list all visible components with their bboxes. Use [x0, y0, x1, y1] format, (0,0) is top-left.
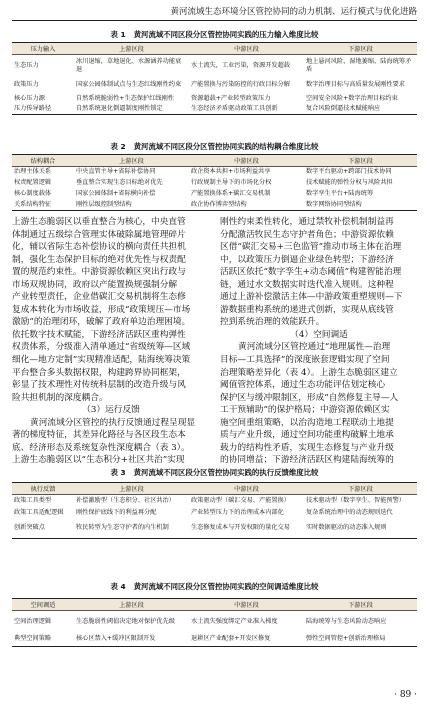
body-line: 上游生态脆弱区以“生态积分+社区共治”实现 [12, 455, 185, 466]
table-row [12, 167, 417, 178]
body-line: 权责体系，分级准入清单通过“省级统筹—区域 [12, 342, 191, 353]
table-cell: 政企资本共担+市场利益共享 [191, 168, 271, 176]
table3-caption [12, 468, 417, 478]
table-cell: 数字平台驱动+跨部门技术协同 [306, 168, 392, 176]
body-line: 化，辅以省际生态补偿协议的横向责任共担机 [12, 242, 186, 253]
table2-title: 黄河流域不同区段分区管控协同实践的结构耦合维度比较 [133, 142, 319, 151]
table-cell: 中央直管主导+省际补偿协同 [76, 168, 156, 176]
body-line: 载力的结构性矛盾，实现生态修复与产业升级 [220, 442, 394, 453]
table-cell: 压力传导路径 [12, 104, 74, 115]
body-line: 中，以政策压力倒逼企业绿色转型；下游经济 [220, 254, 394, 265]
table-cell: 空间治理逻辑 [14, 617, 52, 625]
table-cell: 国家公园体制试点与生态红线刚性约束 [76, 81, 182, 88]
table-cell: 治理主体关系 [14, 168, 52, 176]
body-line: 著的梯度特征，其差异化路径与各区段生态本 [12, 430, 186, 441]
body-line: 游数据重构系统的递进式创新，实现从底线管 [220, 304, 394, 315]
body-line: 底、经济形态及系统复杂性深度耦合（表 3）。 [12, 442, 190, 453]
body-line: 险共担机制的深度耦合。 [12, 392, 108, 403]
body-line: 体制通过五级综合管理实体破除属地管理碎片 [12, 229, 186, 240]
table1-col-header: 中游区段 [189, 43, 304, 55]
table-row [12, 507, 417, 519]
table-row [12, 611, 417, 633]
body-line: 黄河流域分区管控通过“地理属性—治理 [238, 342, 391, 353]
table4-header-row [12, 599, 417, 611]
table3-col-header: 中游区段 [189, 483, 304, 495]
table-cell: 权责配置逻辑 [14, 179, 52, 186]
body-line: 黄河流域分区管控的执行反馈通过程呈现显 [30, 417, 196, 428]
table2-number: 表 2 [110, 142, 126, 151]
table-cell: 牧民转型为生态守护者的内生机制 [74, 519, 189, 539]
table3-title: 黄河流域不同区段分区管控协同实践的执行反馈维度比较 [133, 468, 319, 477]
table4-number: 表 4 [110, 582, 126, 591]
body-line: 依托数字技术赋能，下游经济活跃区重构弹性 [12, 329, 186, 340]
body-line: 质与产业升级，通过空间功能重构破解土地承 [220, 430, 394, 441]
table-cell: 数字孪生平台+陆海统筹 [306, 190, 374, 197]
body-left-column [12, 216, 210, 467]
body-line: 工干预辅助”的保护格局；中游资源依赖区实 [220, 405, 390, 416]
table-cell: 国家公园体制+省际横向补偿 [76, 190, 156, 197]
table-cell: 数字网络协同型结构 [304, 200, 417, 211]
table3-header-row [12, 483, 417, 495]
table-cell: 关系结构特征 [12, 200, 74, 211]
running-header: 黄河流域生态环境分区管控协同的动力机制、运行模式与优化进路 [12, 4, 417, 21]
table-cell: 产能置换体系+碳汇交易机制 [191, 190, 271, 197]
body-line: 激励”的治理闭环，破解了政府单边治理困境。 [12, 317, 191, 328]
body-line: 刚性约束柔性转化，通过禁牧补偿机制制益再 [220, 217, 394, 227]
table-cell: 生态脆弱性阈值决定地对保护优先级 [76, 617, 175, 625]
table1 [12, 42, 417, 115]
table-cell: 刚性层级控制型结构 [74, 200, 189, 211]
body-line: 保护区与缓冲限制区，形成“自然修复主导—人 [220, 392, 399, 403]
body-line: 彰显了技术理性对传统科层制的改造升级与风 [12, 380, 186, 391]
body-line: 置的规范约束性。中游资源依赖区突出行政与 [12, 267, 186, 278]
table-cell: 自然系统脆弱性+生态保护红线刚性 [76, 94, 174, 102]
body-line: 活跃区依托“数字孪生+动态阈值”构建智能治理 [220, 267, 402, 278]
table3-col-header: 执行反馈 [12, 483, 74, 495]
table-cell: 补偿激励型（生态积分、社区共治） [76, 496, 175, 504]
body-line: 阈值管控体系，通过生态功能评估划定核心 [220, 380, 386, 391]
table-cell: 复合风险倒逼技术赋能响应 [304, 104, 417, 115]
section-heading: （4）空间调适 [290, 329, 348, 340]
table-cell: 数字治理目标与高质量发展刚性要求 [306, 81, 405, 88]
section-heading: （3）运行反馈 [82, 405, 140, 416]
table4-col-header: 上游区段 [74, 599, 189, 611]
table-row [12, 55, 417, 77]
table-cell: 水土流失强度绑定产业准入梯度 [191, 617, 278, 625]
table-cell: 政策压力 [14, 81, 39, 88]
table4-col-header: 空间调适 [12, 599, 74, 611]
body-line: 上游生态脆弱区以垂直整合为核心，中央直管 [12, 217, 186, 227]
table-cell: 复杂系统治理中的动态规则迭代 [306, 508, 393, 516]
table1-caption [12, 30, 417, 40]
table4-col-header: 下游区段 [304, 599, 417, 611]
table-row [12, 189, 417, 200]
table-row [12, 94, 417, 104]
table3-number: 表 3 [110, 468, 126, 477]
table-cell: 政策工具适配逻辑 [14, 508, 64, 516]
body-line: 分配激活牧民生态守护者角色；中游资源依赖 [220, 229, 394, 240]
table-row [12, 495, 417, 507]
table4-title: 黄河流域不同区段分区管控协同实践的空间调适维度比较 [133, 582, 319, 591]
table-row [12, 519, 417, 539]
table-cell: 刚性保护底线下的利益再分配 [76, 508, 157, 516]
table-cell: 生态经济矛盾驱动政策工具创新 [189, 104, 304, 115]
table4-caption [12, 582, 417, 592]
table2 [12, 154, 417, 211]
table-row [12, 178, 417, 189]
body-line: 区借“碳汇交易+三色监管”推动市场主体在治理 [220, 242, 402, 253]
table-cell: 水土流失，工业污染，资源开发超载 [191, 61, 290, 69]
table-cell: 创新突破点 [12, 519, 74, 539]
body-line: 链，通过水文数据实时迭代准入规则。这种程 [220, 279, 394, 290]
body-line: 目标—工具选择”的深度嵌套逻辑实现了空间 [220, 355, 390, 366]
body-line: 控到系统治理的效能跃升。 [220, 317, 325, 328]
table-cell: 典型空间策略 [12, 633, 74, 647]
table1-col-header: 下游区段 [304, 43, 417, 55]
table2-caption [12, 142, 417, 152]
table3-col-header: 上游区段 [74, 483, 189, 495]
body-line: 制，强化生态保护目标的绝对优先性与权责配 [12, 254, 186, 265]
table-cell: 实时数据驱动的动态准入规则 [304, 519, 417, 539]
table2-col-header: 结构耦合 [12, 155, 74, 167]
table-cell: 冰川退缩，草地退化、水源涵养功能衰退 [76, 57, 182, 73]
table-cell: 地上悬河风险，湿地萎缩，陆海统筹矛盾 [306, 57, 412, 73]
body-line: 的协同增益；下游经济活跃区构建陆海统筹的 [220, 455, 394, 466]
body-line: 施空间重组策略，以治沟造地工程联动土地提 [220, 417, 394, 428]
table-cell: 退耕区产业配套+开发区修复 [189, 633, 304, 647]
table-cell: 核心制度载体 [14, 190, 52, 197]
table4 [12, 598, 417, 647]
table-cell: 核心压力源 [14, 94, 45, 102]
table-cell: 自然系统退化倒逼制度刚性锁定 [74, 104, 189, 115]
table3-col-header: 下游区段 [304, 483, 417, 495]
table-cell: 生态压力 [14, 61, 39, 69]
table1-col-header: 上游区段 [74, 43, 189, 55]
table1-number: 表 1 [110, 30, 126, 39]
table-row [12, 633, 417, 647]
body-line: 通过上游补偿激活主体—中游政策重塑规则—下 [220, 292, 403, 303]
table-cell: 弹性空间管控+创新治理格局 [304, 633, 417, 647]
table-cell: 技术驱动型（数字孪生、智能预警） [306, 496, 405, 504]
table2-col-header: 上游区段 [74, 155, 189, 167]
body-right-column [220, 216, 418, 467]
table-cell: 空间安全风险+数字治理目标约束 [306, 94, 398, 102]
table-cell: 技术赋能的弹性分权与风险共担 [306, 179, 393, 186]
table2-header-row [12, 155, 417, 167]
table-cell: 核心区禁入+缓冲区限制开发 [74, 633, 189, 647]
table-cell: 产业转型压力下的治理成本内部化 [191, 508, 284, 516]
table-cell: 资源超载+产业转型政策压力 [191, 94, 271, 102]
table-cell: 政企协作博弈型结构 [189, 200, 304, 211]
body-line: 平台整合多头数据权限，构建跨界协同框架， [12, 367, 186, 378]
table-row [12, 104, 417, 115]
body-line: 细化—地方定制”实现精准适配，陆海统筹决策 [12, 355, 191, 366]
body-line: 市场双规协同，政府以产能置换规强制分解 [12, 279, 178, 290]
body-line: 治理策略差异化（表 4）。上游生态脆弱区建立 [220, 367, 398, 378]
table-cell: 产能置换与污染防控的行政目标分解 [191, 81, 290, 88]
table-cell: 陆海统筹与生态风险动态响应 [306, 617, 387, 625]
body-line: 产业转型责任，企业借碳汇交易机制将生态修 [12, 292, 186, 303]
table4-col-header: 中游区段 [189, 599, 304, 611]
table-row [12, 200, 417, 211]
table-cell: 垂直整合实现生态目标绝对优先 [76, 179, 163, 186]
table1-title: 黄河流域不同区段分区管控协同实践的压力输入维度比较 [133, 30, 319, 39]
table2-col-header: 中游区段 [189, 155, 304, 167]
table-cell: 政策驱动型（碳汇交易、产能置换） [191, 496, 290, 504]
table-row [12, 77, 417, 94]
table3 [12, 482, 417, 539]
table-cell: 行政规制主导下的市场化分权 [191, 179, 272, 186]
body-line: 复成本转化为市场收益，形成“政策规压—市场 [12, 304, 191, 315]
table-cell: 政策工具类型 [14, 496, 52, 504]
table1-header-row [12, 43, 417, 55]
page-number: · 89 · [394, 690, 417, 700]
table1-col-header: 压力输入 [12, 43, 74, 55]
table2-col-header: 下游区段 [304, 155, 417, 167]
table-cell: 生态修复成本与开发权限的量化交易 [189, 519, 304, 539]
